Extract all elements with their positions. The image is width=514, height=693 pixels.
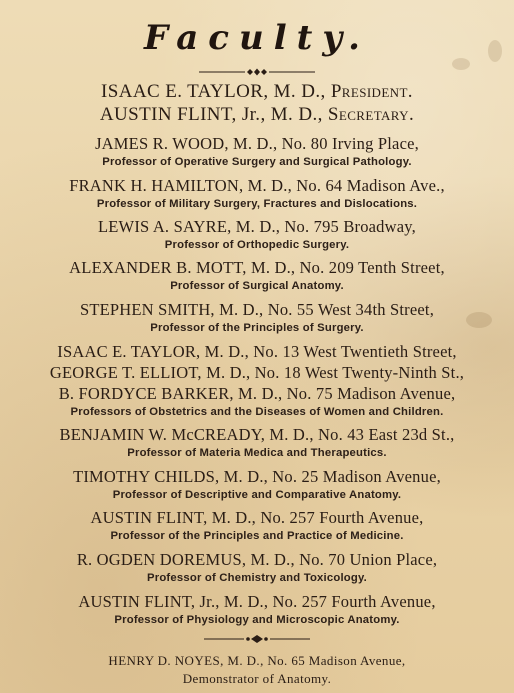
officer-line xyxy=(0,81,514,103)
professor-name: BENJAMIN W. McCREADY, M. D., No. 43 East 23d St., xyxy=(59,425,455,444)
top-ornament-rule xyxy=(0,67,514,77)
professor-title: Professor of Military Surgery, Fractures and Dislocations. xyxy=(96,198,418,210)
professor-title: Professor of Materia Medica and Therapeutics. xyxy=(127,447,387,459)
officer-name: AUSTIN FLINT, Jr., M. D., xyxy=(99,104,328,125)
officer-role: President. xyxy=(330,81,413,102)
professor-name: LEWIS A. SAYRE, M. D., No. 795 Broadway, xyxy=(98,217,416,236)
officer-line xyxy=(0,104,514,126)
demonstrator-title: Demonstrator of Anatomy. xyxy=(182,671,332,686)
professor-name: JAMES R. WOOD, M. D., No. 80 Irving Place, xyxy=(95,134,419,153)
professor-name: AUSTIN FLINT, Jr., M. D., No. 257 Fourth Avenue, xyxy=(78,592,436,611)
professor-title: Professor of Orthopedic Surgery. xyxy=(164,239,350,251)
professor-name: TIMOTHY CHILDS, M. D., No. 25 Madison Avenue, xyxy=(73,467,441,486)
professor-title: Professor of the Principles of Surgery. xyxy=(150,322,364,334)
professor-title: Professor of Chemistry and Toxicology. xyxy=(147,572,367,584)
professor-title: Professor of Surgical Anatomy. xyxy=(170,280,344,292)
professor-name: B. FORDYCE BARKER, M. D., No. 75 Madison Avenue, xyxy=(58,384,456,403)
professor-title: Professor of the Principles and Practice of Medicine. xyxy=(110,530,404,542)
officer-name: ISAAC E. TAYLOR, M. D., xyxy=(101,81,331,102)
professor-name: STEPHEN SMITH, M. D., No. 55 West 34th Street, xyxy=(79,300,435,319)
professor-title: Professor of Physiology and Microscopic Anatomy. xyxy=(114,614,400,626)
professor-name: GEORGE T. ELLIOT, M. D., No. 18 West Twenty-Ninth St., xyxy=(49,363,465,382)
professor-name: R. OGDEN DOREMUS, M. D., No. 70 Union Place, xyxy=(76,550,438,569)
professor-name: ALEXANDER B. MOTT, M. D., No. 209 Tenth Street, xyxy=(69,258,445,277)
professor-title: Professor of Operative Surgery and Surgical Pathology. xyxy=(102,156,412,168)
bottom-ornament-rule xyxy=(0,634,514,644)
professor-title: Professor of Descriptive and Comparative Anatomy. xyxy=(112,489,402,501)
professor-title: Professors of Obstetrics and the Diseases of Women and Children. xyxy=(70,406,444,418)
officer-role: Secretary. xyxy=(327,104,415,125)
professor-name: AUSTIN FLINT, M. D., No. 257 Fourth Avenue, xyxy=(90,508,424,527)
demonstrator-name: HENRY D. NOYES, M. D., No. 65 Madison Avenue, xyxy=(108,653,406,668)
professor-name: ISAAC E. TAYLOR, M. D., No. 13 West Twentieth Street, xyxy=(57,342,457,361)
professor-name: FRANK H. HAMILTON, M. D., No. 64 Madison Ave., xyxy=(69,176,445,195)
faculty-heading: Faculty. xyxy=(143,18,371,58)
